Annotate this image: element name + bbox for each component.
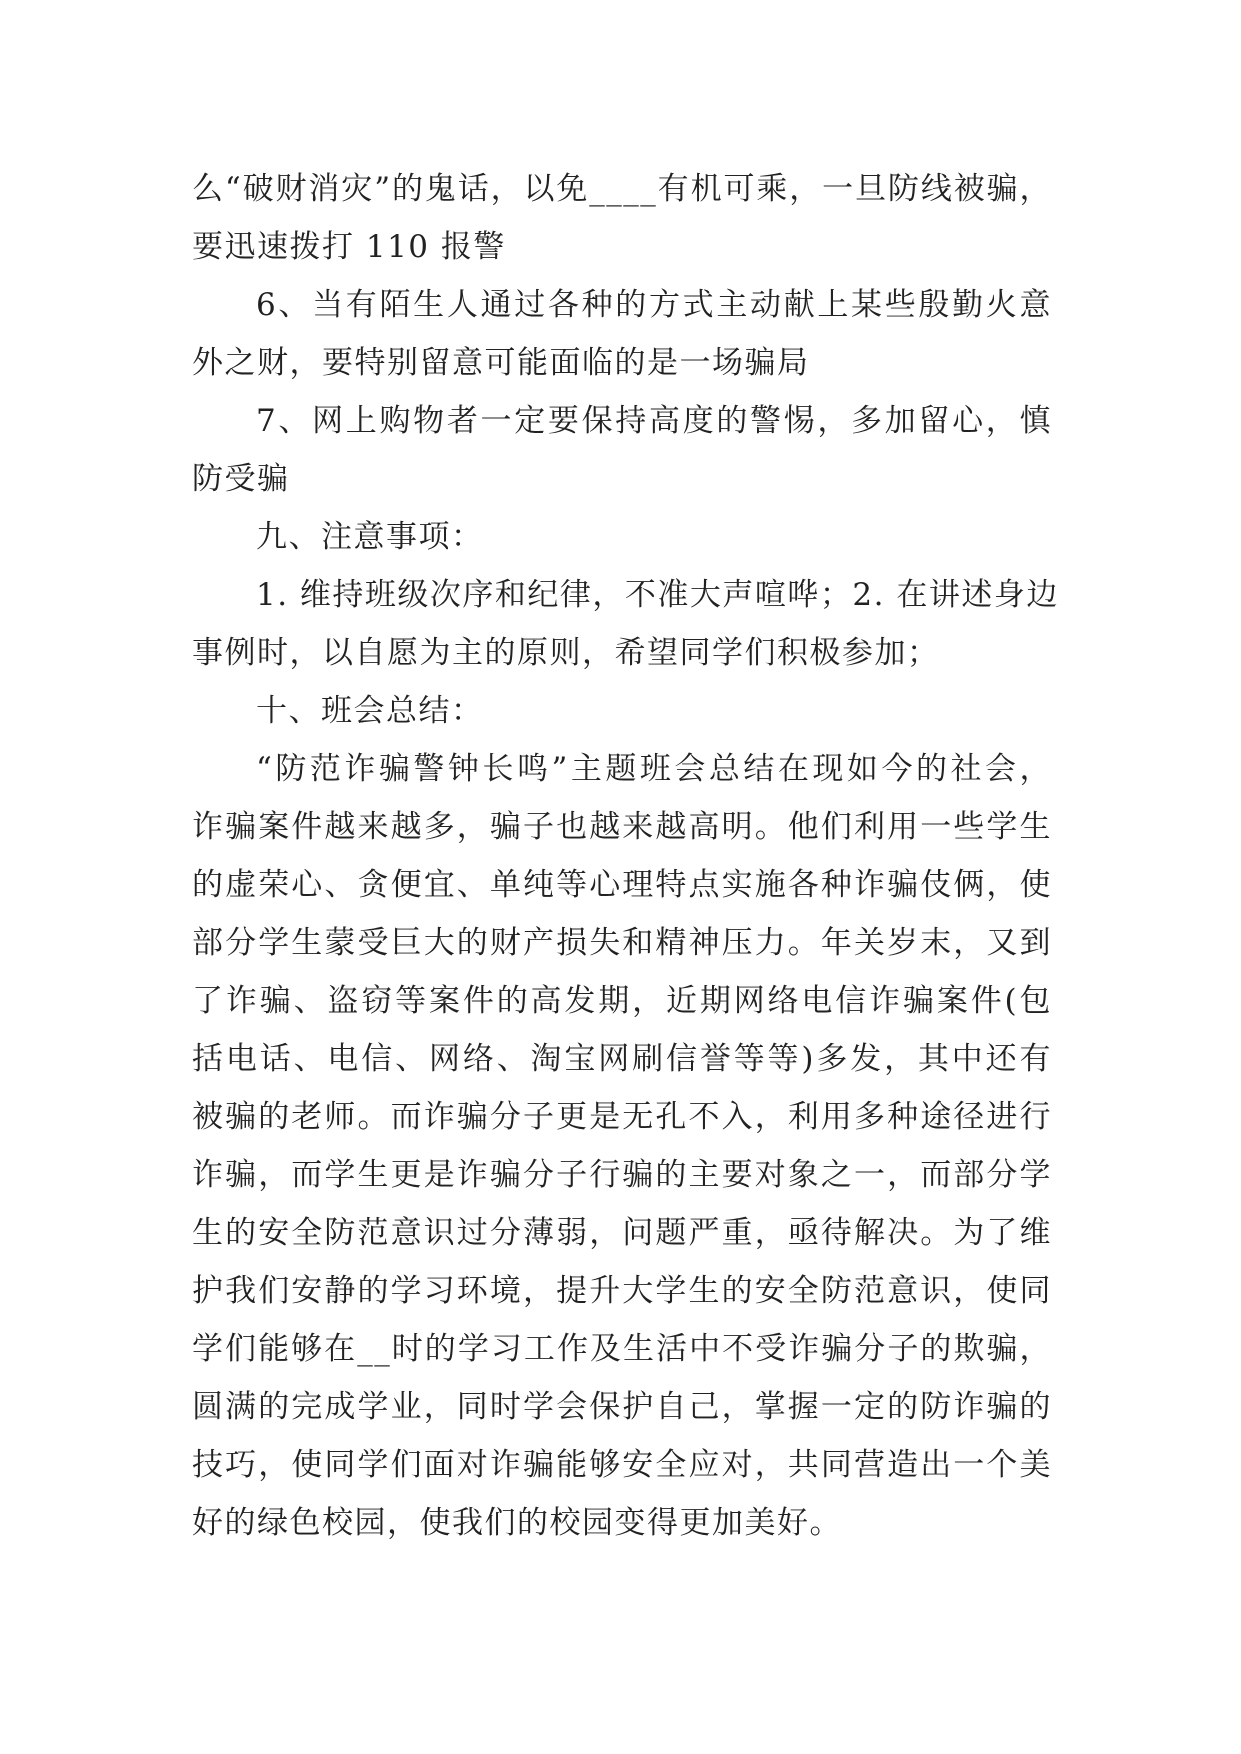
text-line: 技巧，使同学们面对诈骗能够安全应对，共同营造出一个美 [192,1447,1052,1483]
text-line: 了诈骗、盗窃等案件的高发期，近期网络电信诈骗案件(包 [192,983,1052,1019]
text-line: 要迅速拨打 110 报警 [192,229,506,265]
text-line: 学们能够在__时的学习工作及生活中不受诈骗分子的欺骗， [192,1331,1052,1367]
text-line: 部分学生蒙受巨大的财产损失和精神压力。年关岁末，又到 [192,925,1052,961]
text-line: 护我们安静的学习环境，提升大学生的安全防范意识，使同 [192,1273,1052,1309]
text-line: 防受骗 [192,461,290,497]
text-line: 括电话、电信、网络、淘宝网刷信誉等等)多发，其中还有 [192,1041,1052,1077]
text-line: 外之财，要特别留意可能面临的是一场骗局 [192,345,810,381]
text-line: 6、当有陌生人通过各种的方式主动献上某些殷勤火意 [256,287,1052,323]
text-line: 7、网上购物者一定要保持高度的警惕，多加留心，慎 [256,403,1052,439]
text-line: 好的绿色校园，使我们的校园变得更加美好。 [192,1505,842,1541]
text-line: 的虚荣心、贪便宜、单纯等心理特点实施各种诈骗伎俩，使 [192,867,1052,903]
text-line: “防范诈骗警钟长鸣”主题班会总结在现如今的社会， [256,751,1052,787]
text-line: 被骗的老师。而诈骗分子更是无孔不入，利用多种途径进行 [192,1099,1052,1135]
text-line: 1. 维持班级次序和纪律，不准大声喧哗；2. 在讲述身边 [256,577,1059,613]
text-line: 十、班会总结： [256,693,484,729]
text-line: 生的安全防范意识过分薄弱，问题严重，亟待解决。为了维 [192,1215,1052,1251]
text-line: 诈骗，而学生更是诈骗分子行骗的主要对象之一，而部分学 [192,1157,1052,1193]
document-body [192,160,1059,1552]
text-line: 诈骗案件越来越多，骗子也越来越高明。他们利用一些学生 [192,809,1052,845]
text-line: 事例时，以自愿为主的原则，希望同学们积极参加； [192,635,940,671]
text-line: 圆满的完成学业，同时学会保护自己，掌握一定的防诈骗的 [192,1389,1052,1425]
text-line: 么“破财消灾”的鬼话，以免____有机可乘，一旦防线被骗， [192,171,1052,207]
text-line: 九、注意事项： [256,519,484,555]
